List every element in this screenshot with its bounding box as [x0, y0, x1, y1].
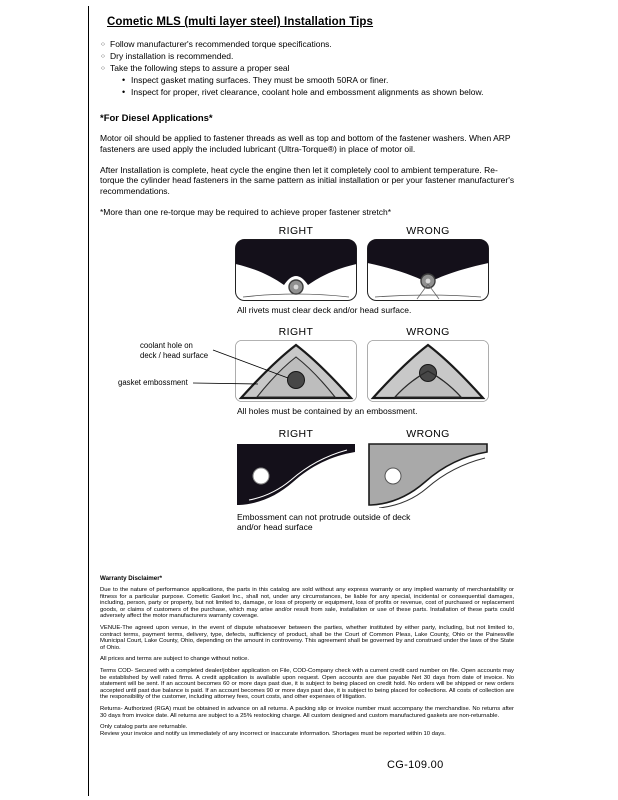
- page-title: Cometic MLS (multi layer steel) Installation Tips: [107, 16, 374, 28]
- diesel-applications-heading: *For Diesel Applications*: [100, 113, 213, 124]
- callout-coolant-line2: deck / head surface: [140, 350, 209, 360]
- fig2-images: [235, 340, 489, 402]
- tip-text: Take the following steps to assure a proper seal: [110, 63, 290, 73]
- fig2-right-diagram: [235, 340, 357, 402]
- warranty-para-1: Due to the nature of performance applications, the parts in this catalog are sold without any express warranty or any implied warranty of merchantability or fitness for a particular purpose. Cometic Gasket Inc., shall not, under any circumstances, be liable for any special, incidental or consequential damages, including, person, party or property, but not limited to, damage, or loss of property or equipment, loss of profits or revenue, cost of purchased or replacement goods, or claims of customers of the purchase, which may arise and/or result from sale, installation or use of these parts. Installation of these parts could adversely affect the motor manufacturers warranty coverage.: [100, 587, 514, 620]
- figure-row-protrusion: [235, 428, 489, 533]
- fig1-wrong-label: WRONG: [406, 224, 450, 237]
- sub-tip-item: [122, 74, 518, 86]
- warranty-para-7: Review your invoice and notify us immediately of any incorrect or inaccurate information. Shortages must be reported within 10 days.: [100, 730, 446, 737]
- callout-coolant-hole-label: [140, 341, 208, 360]
- fig3-wrong-diagram: [367, 442, 489, 508]
- sub-tips-list: [122, 74, 518, 98]
- retorque-note: *More than one re-torque may be required to achieve proper fastener stretch*: [100, 206, 392, 217]
- fig1-caption: All rivets must clear deck and/or head surface.: [237, 304, 412, 315]
- fig1-right-label: RIGHT: [278, 224, 314, 237]
- warranty-para-6: Only catalog parts are returnable.: [100, 724, 188, 731]
- diesel-para-2: After Installation is complete, heat cycle the engine then let it completely cool to ambient temperature. Re-torque the cylinder head fasteners in the same pattern as initial installation or per your fastener manufacturer's recommendations.: [100, 164, 515, 197]
- figures-section: [100, 225, 518, 533]
- coolant-hole: [288, 372, 305, 389]
- sub-tip-item: [122, 86, 518, 98]
- tip-item: [100, 62, 518, 98]
- warranty-para-2: VENUE-The agreed upon venue, in the event of dispute whatsoever between the parties, whether instituted by either party, including, but not limited to, contract terms, payment terms, delivery, type, defects, sufficiency of product, shall be the Court of Common Pleas, Lake County, Ohio or the Painesville Municipal Court, Lake County, Ohio, depending on the amount in controversy. This agreement shall be governed by and construed under the laws of the State of Ohio.: [100, 624, 514, 651]
- fig2-right-label: RIGHT: [278, 326, 314, 339]
- warranty-para-3: All prices and terms are subject to change without notice.: [100, 656, 249, 663]
- page-content: [100, 16, 518, 544]
- callout-coolant-line1: coolant hole on: [140, 341, 193, 351]
- sub-tip-text: Inspect gasket mating surfaces. They must be smooth 50RA or finer.: [131, 75, 389, 85]
- warranty-para-4: Terms COD- Secured with a completed dealer/jobber application on File, COD-Company check with a current credit card number on file. Open accounts may be established by well rated firms. A credit application is available upon request. Open accounts are due payable Net 30 days from date of invoice. No statement will be sent. If an account becomes 60 or more days past due, it is subject to being placed on credit hold. No orders will be shipped or new orders accepted until past due balance is paid. If an account becomes 90 or more days past due, it is subject to being placed for collections. All costs of collection are the responsibility of the customer, including attorney fees, court costs, and other expenses of litigation.: [100, 667, 514, 701]
- diesel-para-1: Motor oil should be applied to fastener threads as well as top and bottom of the fastener washers. When ARP fasteners are used apply the included lubricant (Ultra-Torque®) in place of motor oil.: [100, 133, 511, 154]
- fig3-right-diagram: [235, 442, 357, 508]
- warranty-disclaimer-section: [100, 575, 514, 742]
- left-margin-rule: [88, 6, 89, 796]
- fig3-wrong-label: WRONG: [406, 427, 450, 440]
- figure-row-embossment: [118, 326, 489, 417]
- fig1-wrong-diagram: [367, 239, 489, 301]
- tip-item: [100, 38, 518, 50]
- bolt-hole: [385, 468, 401, 484]
- rivet-center: [294, 285, 299, 290]
- warranty-heading: Warranty Disclaimer*: [100, 575, 163, 582]
- fig3-caption: [237, 512, 489, 533]
- tip-item: [100, 50, 518, 62]
- fig2-labels: [235, 326, 489, 338]
- fig1-labels: [235, 225, 489, 237]
- tip-text: Dry installation is recommended.: [110, 51, 234, 61]
- rivet-center: [426, 279, 431, 284]
- warranty-para-5: Returns- Authorized (RGA) must be obtained in advance on all returns. A packing slip or invoice number must accompany the merchandise. No returns after 30 days from invoice date. All returns are subject to a 25% restocking charge. All custom designed and custom manufactured gaskets are non-returnable.: [100, 705, 514, 719]
- fig3-caption-line2: and/or head surface: [237, 522, 313, 533]
- fig3-labels: [235, 428, 489, 440]
- figure-row-rivets: [235, 225, 489, 316]
- fig2-caption: All holes must be contained by an embossment.: [237, 406, 418, 417]
- fig2-wrong-label: WRONG: [406, 326, 450, 339]
- sub-tip-text: Inspect for proper, rivet clearance, coolant hole and embossment alignments as shown below.: [131, 87, 484, 97]
- coolant-hole: [420, 365, 437, 382]
- fig2-wrong-diagram: [367, 340, 489, 402]
- fig3-caption-line1: Embossment can not protrude outside of deck: [237, 511, 411, 522]
- page-number-code: CG-109.00: [387, 759, 444, 771]
- fig1-right-diagram: [235, 239, 357, 301]
- tips-list: [100, 38, 518, 98]
- bolt-hole: [253, 468, 269, 484]
- tip-text: Follow manufacturer's recommended torque specifications.: [110, 39, 332, 49]
- fig3-right-label: RIGHT: [278, 427, 314, 440]
- callout-gasket-embossment-label: gasket embossment: [118, 378, 188, 388]
- fig3-images: [235, 442, 489, 508]
- fig1-images: [235, 239, 489, 301]
